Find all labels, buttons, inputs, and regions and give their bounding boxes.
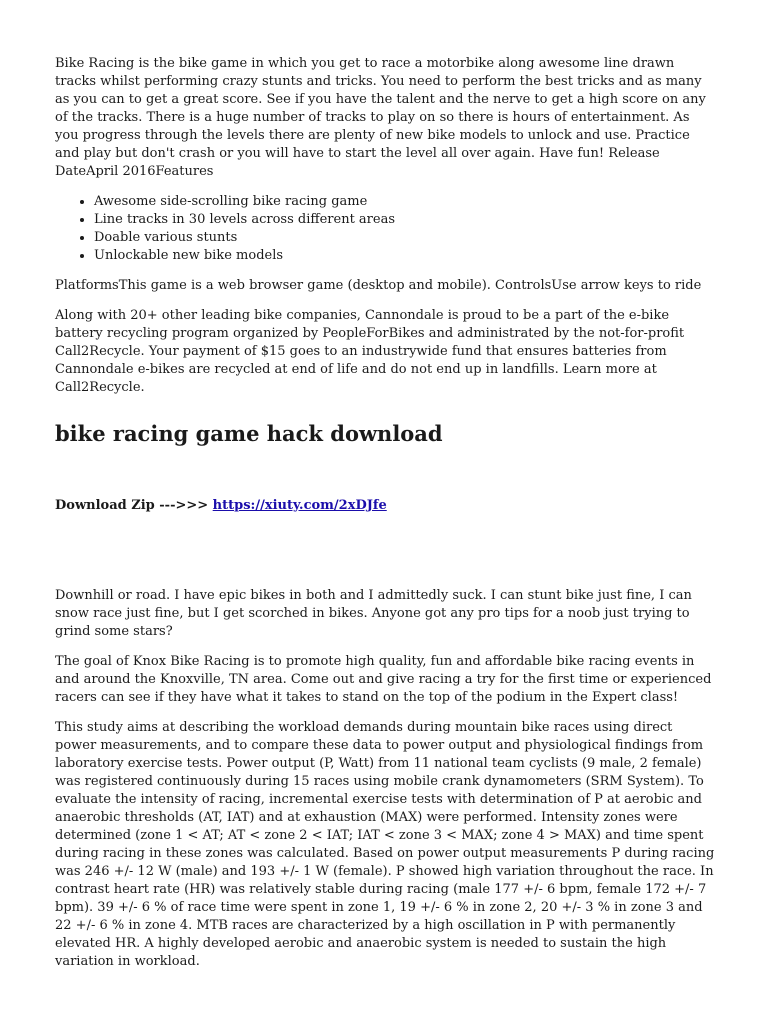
list-item: • Unlockable new bike models bbox=[94, 247, 720, 265]
body-paragraph-1: Downhill or road. I have epic bikes in both and I admittedly suck. I can stunt bike just fine, I can snow race just fine, but I get scorched in bikes. Anyone got any pro tips for a noob just trying to grind some stars? bbox=[55, 588, 692, 639]
body-paragraph-3: This study aims at describing the workload demands during mountain bike races using direct power measurements, and to compare these data to power output and physiological findings from laboratory exercise tests. Power output (P, Watt) from 11 national team cyclists (9 male, 2 female) was registered continuously during 15 races using mobile crank dynamometers (SRM System). To evaluate the intensity of racing, incremental exercise tests with determination of P at aerobic and anaerobic thresholds (AT, IAT) and at exhaustion (MAX) were performed. Intensity zones were determined (zone 1 < AT; AT < zone 2 < IAT; IAT < zone 3 < MAX; zone 4 > MAX) and time spent during racing in these zones was calculated. Based on power output measurements P during racing was 246 +/- 12 W (male) and 193 +/- 1 W (female). P showed high variation throughout the race. In contrast heart rate (HR) was relatively stable during racing (male 177 +/- 6 bpm, female 172 +/- 7 bpm). 39 +/- 6 % of race time were spent in zone 1, 19 +/- 6 % in zone 2, 20 +/- 3 % in zone 3 and 22 +/- 6 % in zone 4. MTB races are characterized by a high oscillation in P with permanently elevated HR. A highly developed aerobic and anaerobic system is needed to sustain the high variation in workload. bbox=[55, 720, 715, 969]
page-title: bike racing game hack download bbox=[55, 421, 443, 446]
download-link[interactable]: https://xiuty.com/2xDJfe bbox=[212, 498, 387, 513]
list-item: • Doable various stunts bbox=[94, 229, 720, 247]
intro-paragraph: Bike Racing is the bike game in which you get to race a motorbike along awesome line drawn tracks whilst performing crazy stunts and tricks. You need to perform the best tricks and as many as you can to get a great score. See if you have the talent and the nerve to get a high score on any of the tracks. There is a huge number of tracks to play on so there is hours of entertainment. As you progress through the levels there are plenty of new bike models to unlock and use. Practice and play but don't crash or you will have to start the level all over again. Have fun! Release DateApril 2016Features bbox=[55, 56, 706, 179]
list-item: • Awesome side-scrolling bike racing game bbox=[94, 193, 720, 211]
spacer bbox=[55, 515, 720, 567]
cannondale-paragraph: Along with 20+ other leading bike companies, Cannondale is proud to be a part of the e-bike battery recycling program organized by PeopleForBikes and administrated by the not-for-profit Call2Recycle. Your payment of $15 goes to an industrywide fund that ensures batteries from Cannondale e-bikes are recycled at end of life and do not end up in landfills. Learn more at Call2Recycle. bbox=[55, 308, 685, 395]
platforms-paragraph: PlatformsThis game is a web browser game (desktop and mobile). ControlsUse arrow keys to ride bbox=[55, 278, 702, 293]
download-label: Download Zip --->>> bbox=[55, 498, 213, 513]
body-paragraph-2: The goal of Knox Bike Racing is to promote high quality, fun and affordable bike racing events in and around the Knoxville, TN area. Come out and give racing a try for the first time or experienced racers can see if they have what it takes to stand on the top of the podium in the Expert class! bbox=[55, 654, 712, 705]
list-item: • Line tracks in 30 levels across different areas bbox=[94, 211, 720, 229]
features-list bbox=[55, 193, 720, 265]
download-line bbox=[55, 497, 720, 515]
